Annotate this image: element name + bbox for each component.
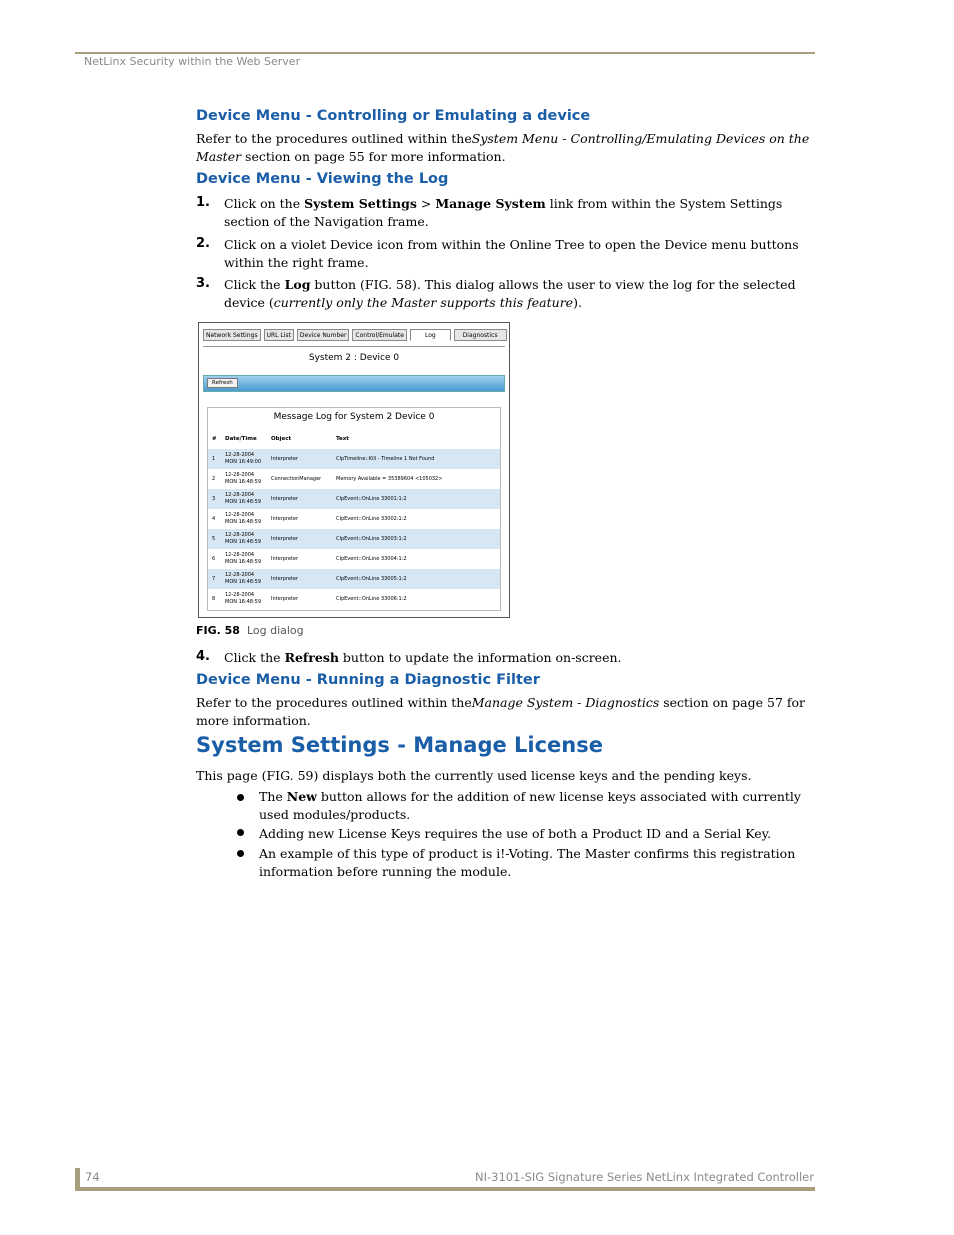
- footer-rule: [75, 1187, 815, 1191]
- tab-diagnostics[interactable]: Diagnostics: [454, 329, 507, 341]
- step-number: 4.: [196, 649, 210, 664]
- table-row: 6 12-28-2004 MON 16:48:59 Interpreter CIpEvent::OnLine 33004:1:2: [212, 552, 407, 565]
- step-number: 3.: [196, 276, 210, 291]
- running-head: NetLinx Security within the Web Server: [84, 55, 301, 68]
- section-heading-controlling: Device Menu - Controlling or Emulating a device: [196, 108, 591, 124]
- table-row: 3 12-28-2004 MON 16:48:59 Interpreter CIpEvent::OnLine 33001:1:2: [208, 489, 500, 509]
- section-heading-viewing-log: Device Menu - Viewing the Log: [196, 171, 449, 187]
- figure-caption: FIG. 58 Log dialog: [196, 624, 304, 637]
- table-row: 5 12-28-2004 MON 16:48:59 Interpreter CIpEvent::OnLine 33003:1:2: [208, 529, 500, 549]
- step-text: Click the Log button (FIG. 58). This dialog allows the user to view the log for the selected device (currently only the Master supports this feature).: [224, 277, 796, 310]
- tab-divider: [203, 346, 505, 347]
- table-row: 8 12-28-2004 MON 16:48:59 Interpreter CIpEvent::OnLine 33006:1:2: [212, 592, 407, 605]
- col-object: Object: [271, 436, 292, 442]
- message-log-title: Message Log for System 2 Device 0: [273, 412, 435, 422]
- tab-log[interactable]: Log: [410, 329, 451, 341]
- message-log-panel: [207, 407, 501, 611]
- manage-license-intro: This page (FIG. 59) displays both the currently used license keys and the pending keys.: [196, 768, 752, 783]
- bullet-item: The New button allows for the addition of new license keys associated with currently used modules/products.: [259, 789, 801, 822]
- bullet-icon: [237, 794, 244, 801]
- bullet-icon: [237, 850, 244, 857]
- footer-title: NI-3101-SIG Signature Series NetLinx Integrated Controller: [475, 1170, 814, 1184]
- log-table-header: [208, 436, 500, 448]
- bullet-item: Adding new License Keys requires the use of both a Product ID and a Serial Key.: [259, 826, 772, 841]
- step-text: Click the Refresh button to update the information on-screen.: [224, 650, 622, 665]
- tab-device-number[interactable]: Device Number: [297, 329, 350, 341]
- refresh-button[interactable]: Refresh: [207, 378, 238, 388]
- col-datetime: Date/Time: [225, 436, 257, 442]
- step-number: 2.: [196, 236, 210, 251]
- step-text: Click on a violet Device icon from within the Online Tree to open the Device menu buttons within the right frame.: [224, 237, 799, 270]
- page-number: 74: [85, 1170, 100, 1184]
- tab-network-settings[interactable]: Network Settings: [203, 329, 261, 341]
- table-row: 2 12-28-2004 MON 16:48:59 ConnectionManager Memory Available = 35389604 <105032>: [212, 472, 443, 485]
- col-text: Text: [336, 436, 349, 442]
- section-heading-manage-license: System Settings - Manage License: [196, 733, 603, 757]
- header-rule: [75, 52, 815, 54]
- bullet-icon: [237, 829, 244, 836]
- section-heading-diagnostic-filter: Device Menu - Running a Diagnostic Filter: [196, 672, 540, 688]
- step-number: 1.: [196, 195, 210, 210]
- bullet-item: An example of this type of product is i!-Voting. The Master confirms this registration information before running the module.: [259, 846, 796, 879]
- table-row: 1 12-28-2004 MON 16:49:00 Interpreter CIpTimeline::Kill - Timeline 1 Not Found: [208, 449, 500, 469]
- tab-url-list[interactable]: URL List: [264, 329, 294, 341]
- section-body-controlling: Refer to the procedures outlined within theSystem Menu - Controlling/Emulating Devices on the Master section on page 55 for more information.: [196, 131, 810, 164]
- tab-control-emulate[interactable]: Control/Emulate: [352, 329, 407, 341]
- tab-bar: [203, 329, 505, 347]
- step-text: Click on the System Settings > Manage System link from within the System Settings section of the Navigation frame.: [224, 196, 783, 229]
- system-device-title: System 2 : Device 0: [308, 353, 400, 363]
- log-dialog-screenshot: [198, 322, 510, 618]
- table-row: 7 12-28-2004 MON 16:48:59 Interpreter CIpEvent::OnLine 33005:1:2: [208, 569, 500, 589]
- table-row: 4 12-28-2004 MON 16:48:59 Interpreter CIpEvent::OnLine 33002:1:2: [212, 512, 407, 525]
- toolbar: [203, 375, 505, 392]
- col-number: #: [212, 436, 217, 442]
- section-body-diagnostic-filter: Refer to the procedures outlined within theManage System - Diagnostics section on page 57 for more information.: [196, 695, 806, 728]
